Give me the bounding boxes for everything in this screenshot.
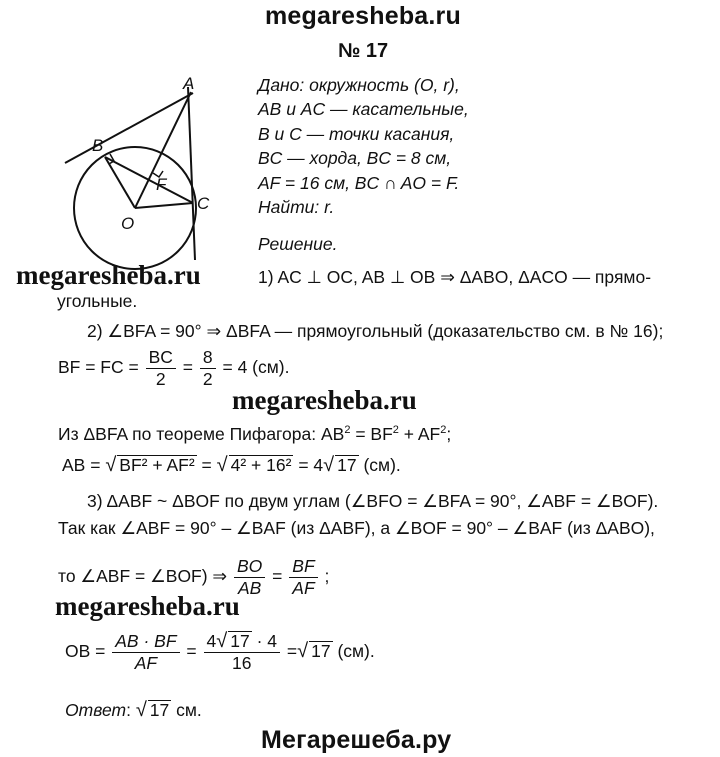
given-line-1: Дано: окружность (O, r), — [258, 75, 460, 95]
label-b: B — [92, 136, 104, 155]
sqrt-bf2-af2: BF² + AF² — [119, 455, 195, 475]
header-site-watermark: megaresheba.ru — [265, 2, 461, 30]
label-c: C — [197, 194, 210, 213]
pythagoras-line: Из ΔBFA по теореме Пифагора: $AB^2 = BF^2 + AF^2$; — [58, 424, 452, 444]
bf-left: BF = FC = — [58, 357, 139, 378]
label-f: F — [156, 175, 167, 194]
answer-sqrt: 17 — [149, 700, 170, 720]
given-line-5: AF = 16 см, BC ∩ AO = F. — [258, 173, 460, 193]
step-3-line-b: Так как ∠ABF = 90° – ∠BAF (из ΔABF), а ∠BOF = 90° – ∠BAF (из ΔABO), — [58, 518, 655, 538]
given-line-2: AB и AC — касательные, — [258, 99, 469, 119]
fraction-8-2: $\frac{8}{2}$ — [200, 347, 216, 390]
radius-oc — [135, 203, 193, 208]
watermark-2: megaresheba.ru — [232, 385, 417, 415]
geometry-diagram — [55, 75, 225, 275]
sqrt-4-16: 4² + 16² — [230, 455, 292, 475]
ob-equation: OB = $\frac{AB \cdot BF}{AF}$ = $\frac{4√ 17 \cdot 4}{16}$ =√ 17 (см). — [65, 630, 375, 673]
solution-heading: Решение. — [258, 234, 338, 254]
fraction-bf-af: $\frac{BF}{AF}$ — [289, 556, 317, 599]
problem-number: № 17 — [338, 40, 389, 62]
step-3-line: 3) ΔABF ~ ΔBOF по двум углам (∠BFO = ∠BFA = 90°, ∠ABF = ∠BOF). — [87, 491, 659, 511]
step-2-line: 2) ∠BFA = 90° ⇒ ΔBFA — прямоугольный (доказательство см. в № 16); — [87, 321, 664, 341]
answer-line: Ответ: √ 17 см. — [65, 699, 202, 721]
answer-label: Ответ — [65, 700, 127, 720]
given-line-6: Найти: r. — [258, 197, 335, 217]
step-1-line-a: 1) AC ⊥ OC, AB ⊥ OB ⇒ ΔABO, ΔACO — прямо- — [258, 267, 652, 287]
fraction-bc-2: $\frac{BC}{2}$ — [146, 347, 176, 390]
fraction-ab-bf-af: $\frac{AB \cdot BF}{AF}$ — [112, 631, 179, 674]
ab-sqrt-equation: AB = √ BF² + AF² = √ 4² + 16² = 4√ 17 (см). — [62, 454, 401, 476]
fraction-bo-ab: $\frac{BO}{AB}$ — [234, 556, 265, 599]
label-o: O — [121, 214, 135, 233]
footer-site-watermark: Мегарешеба.ру — [261, 726, 452, 754]
watermark-3: megaresheba.ru — [55, 591, 240, 621]
given-line-4: BC — хорда, BC = 8 см, — [258, 148, 452, 168]
watermark-1: megaresheba.ru — [16, 260, 201, 290]
step-1-line-b: угольные. — [57, 291, 138, 311]
bf-fc-equation: BF = FC = $\frac{BC}{2}$ = $\frac{8}{2}$ = 4 (см). — [58, 347, 290, 389]
proportion-equation: то ∠ABF = ∠BOF) ⇒ $\frac{BO}{AB}$ = $\frac{BF}{AF}$ ; — [58, 556, 330, 598]
label-a: A — [183, 75, 195, 93]
fraction-4sqrt17-16: $\frac{4√ 17 \cdot 4}{16}$ — [204, 631, 281, 674]
given-line-3: B и C — точки касания, — [258, 124, 455, 144]
